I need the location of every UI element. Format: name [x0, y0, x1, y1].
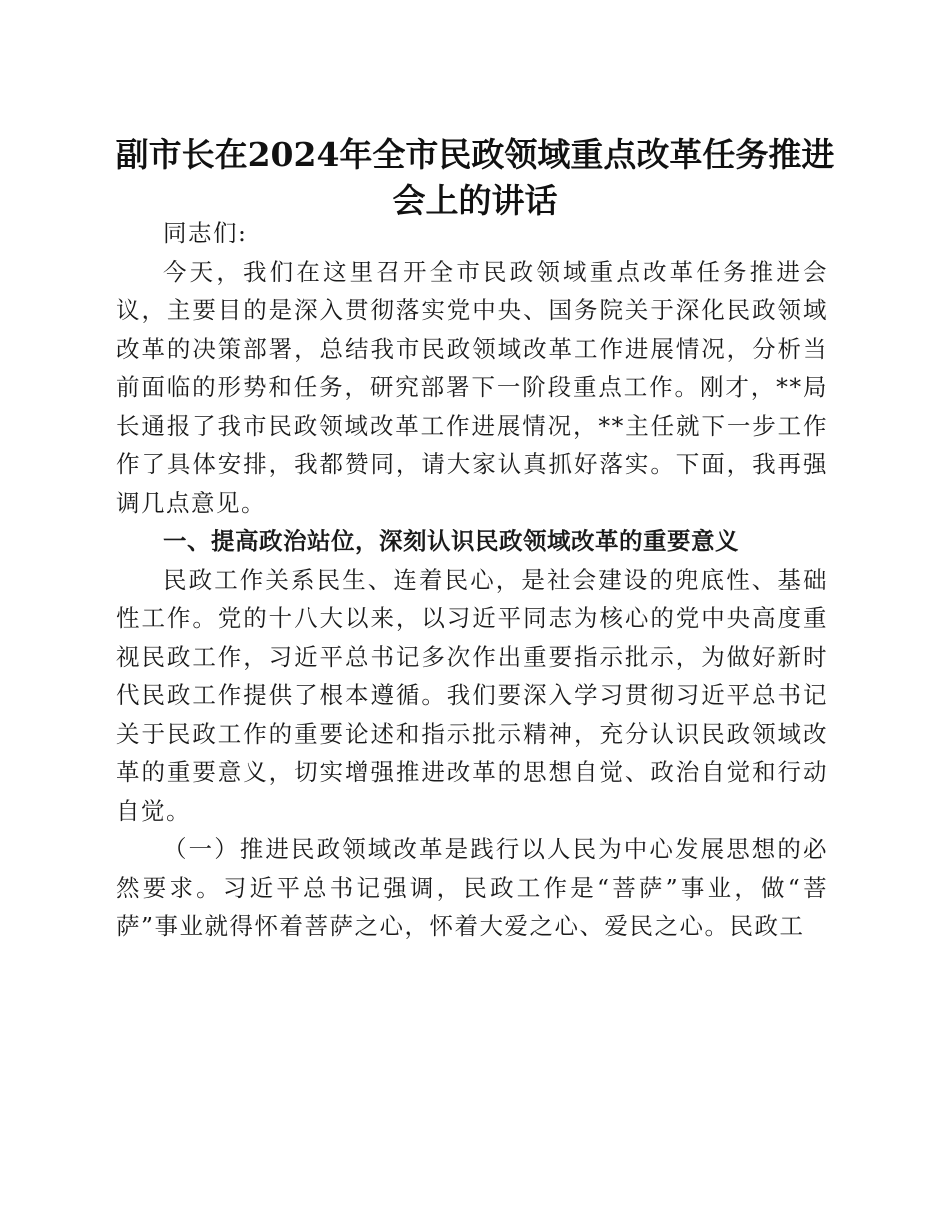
greeting: 同志们:	[163, 219, 248, 247]
subsection-paragraph: （一）推进民政领域改革是践行以人民为中心发展思想的必然要求。习近平总书记强调，民政工作是“菩萨”事业，做“菩萨”事业就得怀着菩萨之心，怀着大爱之心、爱民之心。民政工	[116, 835, 828, 940]
section-heading: 一、提高政治站位，深刻认识民政领域改革的重要意义	[163, 527, 739, 555]
document-title: 副市长在2024年全市民政领域重点改革任务推进会上的讲话	[115, 135, 835, 220]
document-body	[116, 214, 828, 946]
intro-paragraph: 今天，我们在这里召开全市民政领域重点改革任务推进会议，主要目的是深入贯彻落实党中央、国务院关于深化民政领域改革的决策部署，总结我市民政领域改革工作进展情况，分析当前面临的形势和任务，研究部署下一阶段重点工作。刚才，**局长通报了我市民政领域改革工作进展情况，**主任就下一步工作作了具体安排，我都赞同，请大家认真抓好落实。下面，我再强调几点意见。	[116, 257, 828, 517]
section-paragraph: 民政工作关系民生、连着民心，是社会建设的兜底性、基础性工作。党的十八大以来，以习近平同志为核心的党中央高度重视民政工作，习近平总书记多次作出重要指示批示，为做好新时代民政工作提供了根本遵循。我们要深入学习贯彻习近平总书记关于民政工作的重要论述和指示批示精神，充分认识民政领域改革的重要意义，切实增强推进改革的思想自觉、政治自觉和行动自觉。	[116, 565, 828, 825]
